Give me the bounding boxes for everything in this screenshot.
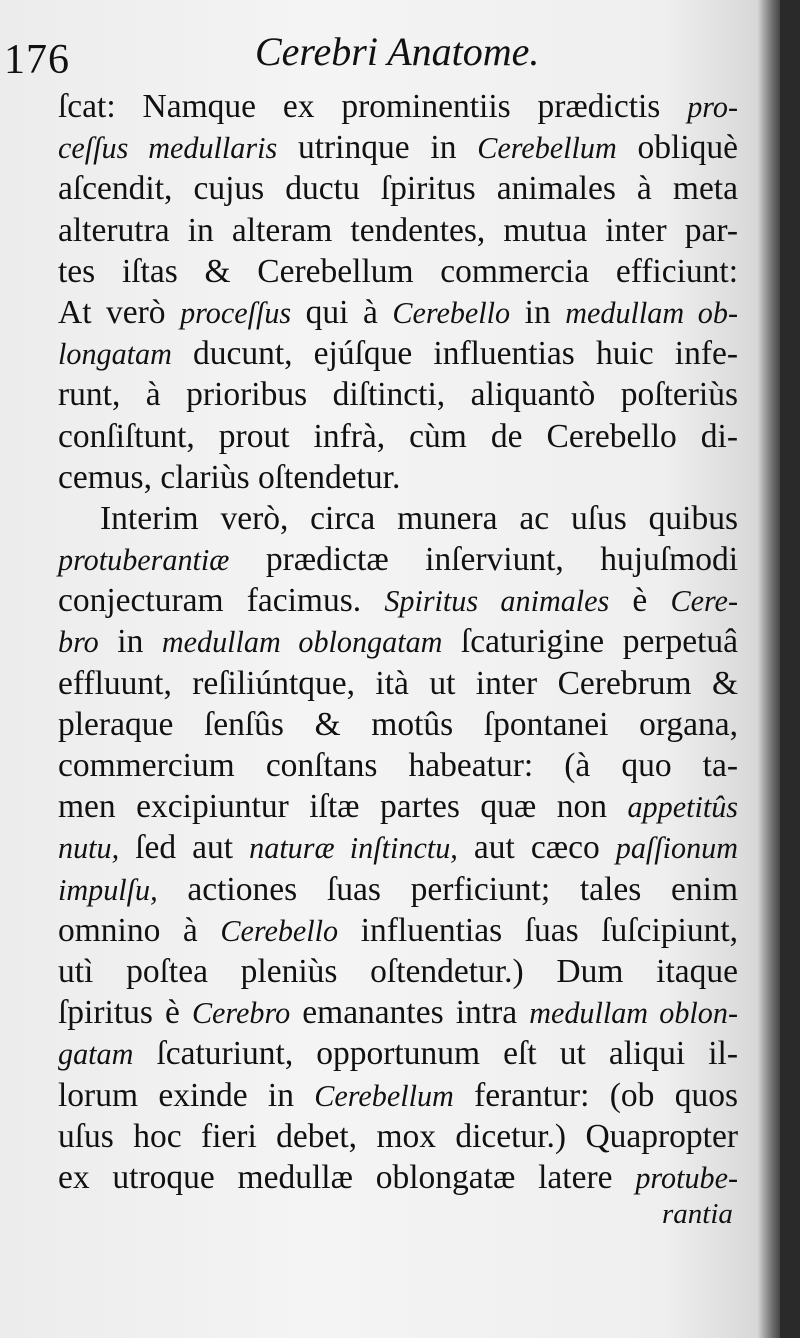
text-line (58, 416, 738, 457)
text-run: emanantes intra (290, 994, 530, 1032)
text-run: aſcendit, cujus ductu ſpiritus animales à meta (58, 170, 738, 208)
italic-text: bro (58, 625, 99, 660)
text-run: è (609, 582, 671, 620)
text-run: ex utroque medullæ oblongatæ latere (58, 1158, 636, 1196)
italic-text: Cerebello (220, 913, 339, 948)
text-run: actiones ſuas perficiunt; tales enim (157, 870, 738, 908)
italic-text: gatam (58, 1037, 134, 1072)
text-line (58, 1157, 738, 1198)
text-line (58, 621, 738, 662)
italic-text: Cerebro (191, 996, 291, 1031)
text-run: ſcaturiunt, opportunum eſt ut aliqui il- (133, 1035, 738, 1073)
italic-text: Cere- (670, 584, 738, 619)
text-run: ſcaturigine perpetuâ (442, 623, 739, 661)
italic-text: Cerebello (392, 295, 511, 330)
text-run: prædictæ inſerviunt, hujuſmodi (229, 541, 738, 579)
text-line (58, 457, 738, 498)
text-line (58, 827, 738, 868)
text-run: obliquè (616, 129, 738, 167)
text-line (58, 951, 738, 992)
text-run: ferantur: (ob quos (453, 1076, 738, 1114)
binding-shadow (758, 0, 780, 1338)
text-run: cemus, clariùs oſtendetur. (58, 458, 401, 496)
text-line (58, 663, 738, 704)
text-run: omnino à (58, 911, 221, 949)
running-title: Cerebri Anatome. (255, 29, 540, 74)
page-number: 176 (4, 37, 70, 83)
text-line (58, 869, 738, 910)
text-run: uſus hoc fieri debet, mox dicetur.) Quapropter (58, 1117, 738, 1155)
italic-text: naturæ inſtinctu, (249, 831, 458, 866)
italic-text: longatam (58, 337, 172, 372)
italic-text: Cerebellum (477, 131, 617, 166)
text-run: alterutra in alteram tendentes, mutua inter par- (58, 211, 738, 249)
text-run: ducunt, ejúſque influentias huic infe- (171, 335, 738, 373)
text-run: conjecturam facimus. (58, 582, 385, 620)
text-run: ſcat: Namque ex prominentiis prædictis (58, 88, 688, 125)
page-header (0, 18, 780, 88)
italic-text: protuberantiæ (58, 543, 230, 578)
text-run: Interim verò, circa munera ac uſus quibus (100, 499, 738, 537)
italic-text: proceſſus (180, 295, 292, 330)
text-line (58, 251, 738, 292)
italic-text: Cerebellum (314, 1078, 454, 1113)
text-line (58, 168, 738, 209)
italic-text: medullam oblon- (529, 996, 738, 1031)
text-run: utì poſtea pleniùs oſtendetur.) Dum itaque (58, 952, 738, 990)
text-line (58, 498, 738, 539)
italic-text: impulſu, (58, 872, 158, 907)
text-line (58, 704, 738, 745)
text-run: effluunt, reſiliúntque, ità ut inter Cerebrum & (58, 664, 738, 702)
text-line (58, 210, 738, 251)
italic-text: appetitûs (627, 790, 738, 825)
text-run: commercium conſtans habeatur: (à quo ta- (58, 747, 738, 784)
text-run: pleraque ſenſûs & motûs ſpontanei organa, (58, 705, 738, 743)
text-run: in (98, 623, 162, 661)
text-run: At verò (58, 293, 181, 331)
text-line (58, 1116, 738, 1157)
text-run: men excipiuntur iſtæ partes quæ non (58, 788, 628, 826)
text-line (58, 374, 738, 415)
text-line (58, 910, 738, 951)
italic-text: ceſſus medullaris (58, 131, 278, 166)
italic-text: medullam ob- (565, 295, 738, 330)
italic-text: Spiritus animales (384, 584, 610, 619)
text-run: in (510, 293, 566, 331)
text-run: qui à (291, 293, 393, 331)
italic-text: paſſionum (615, 831, 739, 866)
text-line (58, 992, 738, 1033)
italic-text: medullam oblongatam (161, 625, 443, 660)
italic-text: pro- (687, 90, 738, 124)
italic-text: protube- (635, 1160, 738, 1195)
text-run: ſed aut (119, 829, 250, 867)
text-run: tes iſtas & Cerebellum commercia efficiunt: (58, 252, 738, 290)
italic-text: nutu, (58, 831, 120, 866)
text-run: ſpiritus è (58, 994, 192, 1032)
text-line (58, 127, 738, 168)
text-line (58, 1075, 738, 1116)
text-line (58, 86, 738, 127)
text-line (58, 333, 738, 374)
text-line (58, 1033, 738, 1074)
text-line (58, 539, 738, 580)
text-run: conſiſtunt, prout infrà, cùm de Cerebello di- (58, 417, 738, 455)
text-line (58, 292, 738, 333)
text-line (58, 580, 738, 621)
text-line (58, 786, 738, 827)
text-run: runt, à prioribus diſtincti, aliquantò poſteriùs (58, 376, 738, 414)
text-run: lorum exinde in (58, 1076, 315, 1114)
text-run: influentias ſuas ſuſcipiunt, (338, 911, 739, 949)
catchword: rantia (662, 1198, 733, 1230)
text-run: aut cæco (457, 829, 616, 867)
body-text (58, 86, 738, 1198)
text-run: utrinque in (277, 129, 478, 167)
text-line (58, 745, 738, 786)
